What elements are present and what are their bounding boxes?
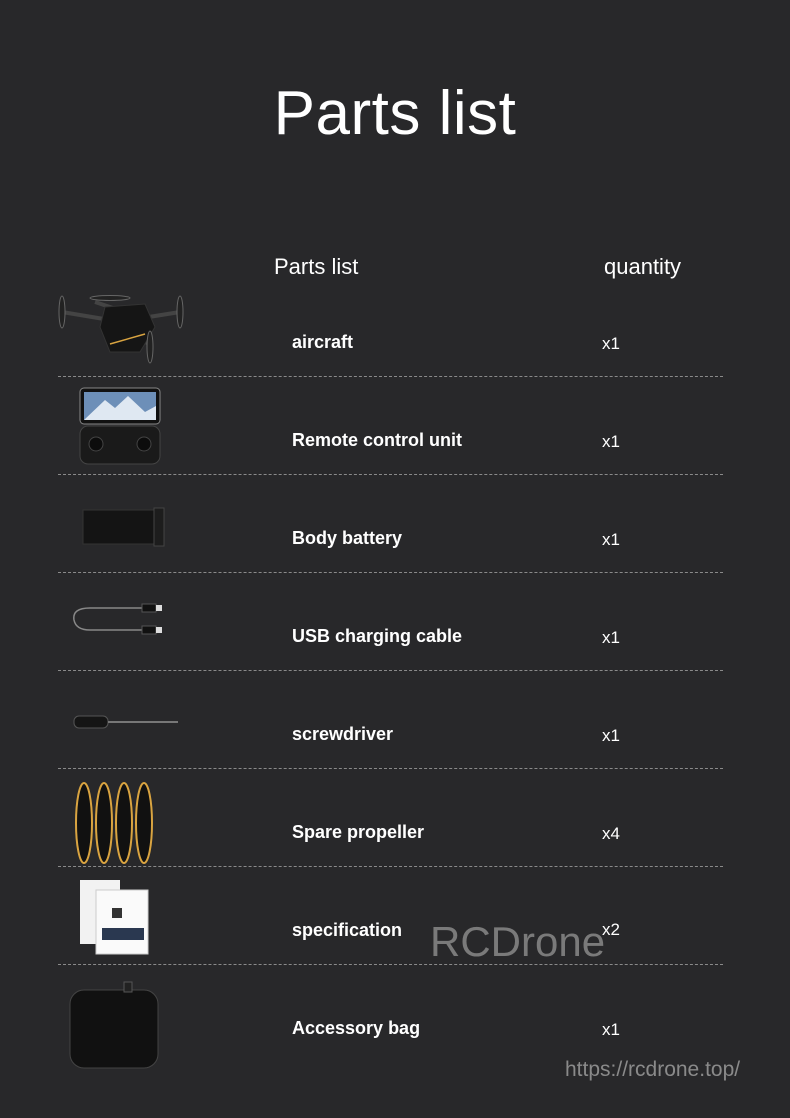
item-quantity: x1: [602, 726, 620, 745]
table-row: [0, 778, 790, 876]
item-quantity: x2: [602, 920, 620, 939]
table-row: [0, 484, 790, 582]
item-name: specification: [292, 920, 403, 940]
item-name: Spare propeller: [292, 822, 425, 842]
bag-icon: [50, 974, 200, 1070]
item-name: USB charging cable: [292, 626, 463, 646]
table-row: [0, 680, 790, 778]
manual-icon: [50, 876, 200, 972]
item-name: Accessory bag: [292, 1018, 421, 1038]
page-title: Parts list: [273, 79, 517, 148]
remote-controller-icon: [50, 386, 200, 482]
table-row: [0, 582, 790, 680]
table-row: [0, 282, 790, 380]
row-divider: [58, 474, 723, 475]
item-name: Body battery: [292, 528, 403, 548]
propeller-icon: [50, 778, 200, 874]
watermark: RCDrone: [430, 918, 606, 965]
column-header-parts: Parts list: [274, 254, 359, 279]
row-divider: [58, 376, 723, 377]
row-divider: [58, 572, 723, 573]
item-name: aircraft: [292, 332, 354, 352]
column-header-quantity: quantity: [604, 254, 682, 279]
table-row: [0, 876, 790, 974]
item-quantity: x1: [602, 334, 620, 353]
row-divider: [58, 768, 723, 769]
drone-icon: [50, 282, 200, 378]
usb-cable-icon: [50, 582, 200, 678]
row-divider: [58, 670, 723, 671]
battery-icon: [50, 484, 200, 580]
screwdriver-icon: [50, 680, 200, 776]
item-quantity: x4: [602, 824, 620, 843]
item-name: screwdriver: [292, 724, 394, 744]
item-name: Remote control unit: [292, 430, 462, 450]
website-url: https://rcdrone.top/: [565, 1058, 741, 1081]
row-divider: [58, 964, 723, 965]
table-row: [0, 386, 790, 484]
item-quantity: x1: [602, 628, 620, 647]
item-quantity: x1: [602, 530, 620, 549]
row-divider: [58, 866, 723, 867]
item-quantity: x1: [602, 432, 620, 451]
item-quantity: x1: [602, 1020, 620, 1039]
